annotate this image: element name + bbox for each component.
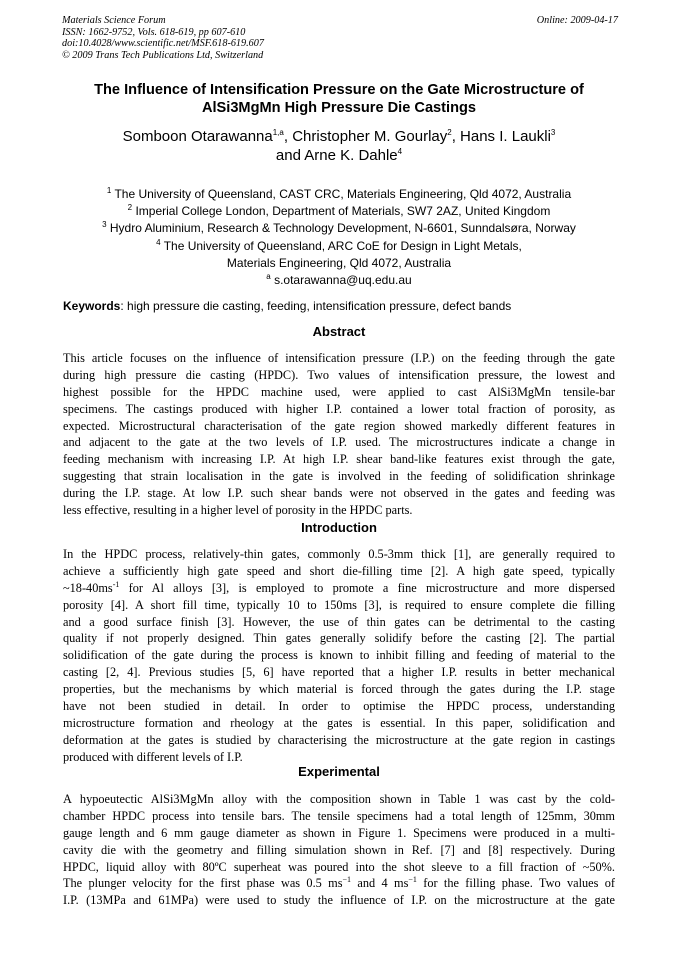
issn-line: ISSN: 1662-9752, Vols. 618-619, pp 607-610 xyxy=(62,26,246,38)
experimental-body xyxy=(63,791,615,909)
keywords-text: : high pressure die casting, feeding, intensification pressure, defect bands xyxy=(120,299,512,313)
author-list xyxy=(40,127,638,165)
paper-title xyxy=(40,81,638,117)
intro-line: achieve a sufficiently high gate speed and short die-filling time [2]. A high gate speed, typically xyxy=(63,563,615,578)
affiliation-3: $^3$ Hydro Aluminium, Research & Technology Development, N-6601, Sunndalsøra, Norway xyxy=(102,220,576,236)
doi-line: doi:10.4028/www.scientific.net/MSF.618-619.607 xyxy=(62,38,264,50)
abstract-line: feeding mechanism with increasing I.P. At high I.P. shear band-like features exist through the gate, xyxy=(63,452,615,467)
exp-line: HPDC, liquid alloy with 80ºC superheat was poured into the shot sleeve to a fill fraction of ~50%. xyxy=(63,859,615,874)
abstract-line: during the I.P. stage. At low I.P. such shear bands were not observed in the gates and feeding was xyxy=(63,486,615,501)
intro-line: produced with different levels of I.P. xyxy=(63,749,243,764)
journal-header xyxy=(62,15,618,61)
online-date: Online: 2009-04-17 xyxy=(536,15,618,26)
intro-line: microstructure formation and rheology at the gates is essential. In this paper, solidification and xyxy=(63,715,615,730)
title-line-2: AlSi3MgMn High Pressure Die Castings xyxy=(201,100,477,116)
author-1-sup: 1,a xyxy=(272,128,284,137)
abstract-line: and adjacent to the gate at the two levels of I.P. used. The microstructures indicate a change in xyxy=(63,435,615,450)
intro-line: $\sim 18-40ms^{-1}$ for Al alloys [3], is employed to promote a fine microstructure and more dispersed xyxy=(63,579,615,595)
exp-line: chamber HPDC process into tensile bars. The tensile specimens had a total length of 125mm, 30mm xyxy=(63,808,615,823)
intro-line: porosity [4]. A short fill time, typically 10 to 150ms [3], is required to ensure complete die filling xyxy=(63,597,615,612)
unit-sup: −1 xyxy=(342,875,352,885)
affiliation-2: $^2$ Imperial College London, Department of Materials, SW7 2AZ, United Kingdom xyxy=(127,203,551,219)
intro-line: deformation at the gates is studied by characterising the microstructure at the gate region in castings xyxy=(63,732,615,747)
abstract-line: suggesting that strain localisation in the gate is involved in the feeding of solidification shrinkage xyxy=(63,469,615,484)
author-1: Somboon Otarawanna xyxy=(122,128,273,145)
abstract-line: during high pressure die casting (HPDC). Two values of intensification pressure, the lowest and xyxy=(63,367,615,382)
exp-line: gauge length and 6 mm gauge diameter as shown in Figure 1. Specimens were produced in a multi- xyxy=(63,825,615,840)
author-4-sup: 4 xyxy=(397,147,403,156)
author-2-sup: 2 xyxy=(447,128,452,137)
intro-line: have not been studied in detail. In order to optimise the HPDC process, understanding xyxy=(63,699,615,714)
exp-line: The plunger velocity for the first phase was 0.5 $ms^{-1}$ and 4 $ms^{-1}$ for the filling phase. Two values of xyxy=(63,875,615,891)
experimental-heading: Experimental xyxy=(298,764,380,779)
abstract-body xyxy=(63,350,615,519)
keywords-label: Keywords xyxy=(63,299,121,313)
abstract-line: less effective, resulting in a higher level of porosity in the HPDC parts. xyxy=(63,503,413,518)
author-2: , Christopher M. Gourlay xyxy=(283,128,448,145)
affiliation-1: $^1$ The University of Queensland, CAST CRC, Materials Engineering, Qld 4072, Australia xyxy=(106,186,572,201)
exp-line: cavity die with the geometry and filling simulation shown in Ref. [7] and [8] respectively. During xyxy=(63,842,615,857)
title-line-1: The Influence of Intensification Pressure on the Gate Microstructure of xyxy=(94,82,584,98)
exp-line: I.P. (13MPa and 61MPa) were used to study the influence of I.P. on the microstructure at the gate xyxy=(63,893,615,908)
abstract-line: highest possible for the HPDC machine used, were applied to cast AlSi3MgMn tensile-bar xyxy=(63,384,615,399)
intro-line: properties, but the mechanisms by which material is forced through the gates during the I.P. stage xyxy=(63,682,615,697)
intro-line: quality if not properly designed. Thin gates generally solidify before the casting [2]. The partial xyxy=(63,631,615,646)
abstract-heading: Abstract xyxy=(312,324,366,339)
affiliation-4-cont: Materials Engineering, Qld 4072, Australia xyxy=(226,255,452,270)
keywords xyxy=(63,299,623,314)
author-4: and Arne K. Dahle xyxy=(275,147,398,164)
abstract-line: expected. Microstructural characterisation of the gate region showed markedly different features in xyxy=(63,418,615,433)
intro-line: In the HPDC process, relatively-thin gates, commonly 0.5-3mm thick [1], are generally required to xyxy=(63,547,615,561)
author-3-sup: 3 xyxy=(550,128,556,137)
introduction-body xyxy=(63,546,615,766)
introduction-heading: Introduction xyxy=(301,520,377,535)
gate-speed-unit-sup: -1 xyxy=(112,579,120,589)
unit-sup: −1 xyxy=(408,875,417,885)
contact-email: $^a$ s.otarawanna@uq.edu.au xyxy=(266,272,412,288)
copyright-line: © 2009 Trans Tech Publications Ltd, Switzerland xyxy=(62,49,264,61)
journal-name: Materials Science Forum xyxy=(62,15,166,26)
abstract-line: This article focuses on the influence of intensification pressure (I.P.) on the feeding through the gate xyxy=(63,351,615,365)
affiliations xyxy=(40,186,638,289)
intro-line: and a good surface finish [3]. However, the use of thin gates can be detrimental to the casting xyxy=(63,614,615,629)
intro-line: casting [2, 4]. Previous studies [5, 6] have reported that a higher I.P. results in better mechanical xyxy=(63,665,615,680)
affiliation-4: $^4$ The University of Queensland, ARC CoE for Design in Light Metals, xyxy=(156,237,522,253)
exp-line: A hypoeutectic AlSi3MgMn alloy with the composition shown in Table 1 was cast by the cold- xyxy=(63,792,615,806)
author-3: , Hans I. Laukli xyxy=(451,128,551,145)
gate-speed-value: ~18-40ms xyxy=(63,580,113,595)
intro-line: solidification of the gate during the process is known to inhibit filling and feeding of material to the xyxy=(63,648,615,663)
abstract-line: specimens. The castings produced with higher I.P. contained a lower total fraction of porosity, as xyxy=(63,401,615,416)
